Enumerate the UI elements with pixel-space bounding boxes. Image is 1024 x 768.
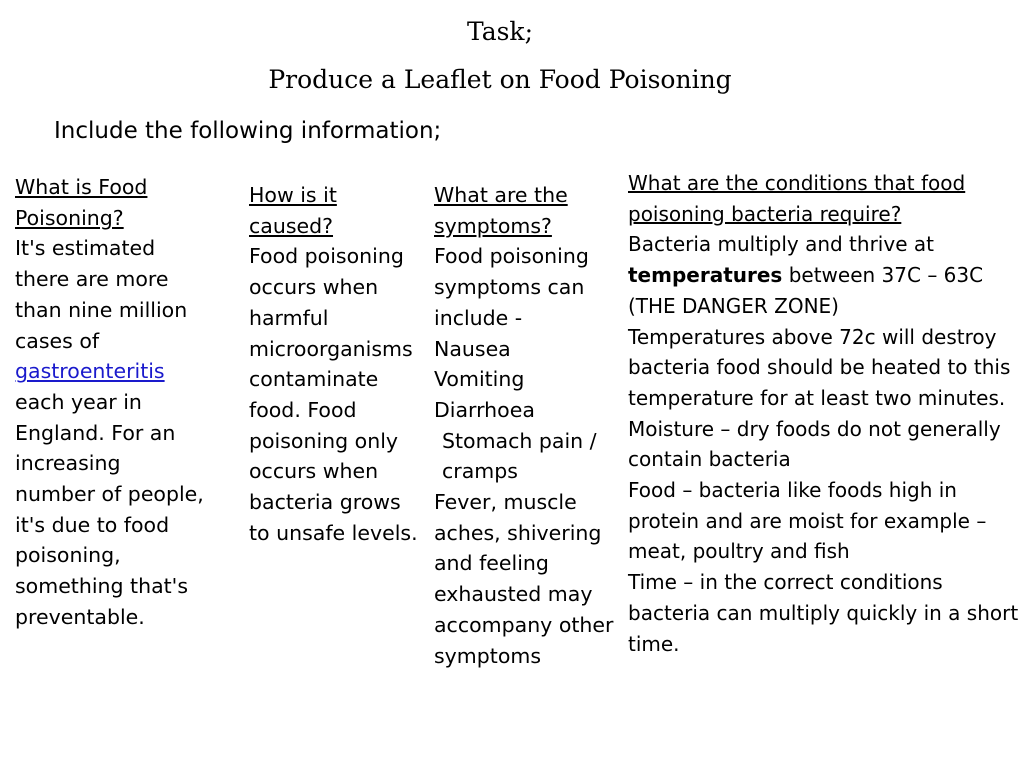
task-title: Task; — [466, 17, 534, 46]
conditions-temperature — [628, 260, 1020, 321]
conditions-food: Food – bacteria like foods high in protein and are moist for example – meat, poultry and fish — [628, 478, 987, 564]
what-is-text-before-link: It's estimated there are more than nine million cases of — [15, 236, 188, 353]
conditions-time: Time – in the correct conditions bacteria can multiply quickly in a short time. — [628, 570, 1019, 656]
what-is-body — [15, 233, 205, 632]
instructions-subtitle: Include the following information; — [54, 118, 442, 144]
symptoms-heading: What are the symptoms? — [434, 183, 568, 238]
symptom-item: Diarrhoea — [434, 397, 535, 422]
conditions-moisture: Moisture – dry foods do not generally contain bacteria — [628, 416, 1001, 472]
what-is-food-poisoning-column — [15, 172, 205, 633]
temperatures-bold: temperatures — [628, 263, 783, 288]
symptom-item: Nausea — [434, 336, 511, 361]
conditions-line2: Temperatures above 72c will destroy bacteria food should be heated to this temperature for at least two minutes. — [628, 324, 1011, 410]
temperature-range: between 37C – 63C (THE DANGER ZONE) — [628, 263, 984, 318]
symptoms-intro: Food poisoning symptoms can include - — [434, 244, 589, 330]
how-caused-heading: How is it caused? — [249, 183, 337, 238]
how-is-it-caused-column — [249, 180, 419, 548]
symptom-item: Stomach pain / cramps — [442, 428, 597, 484]
what-is-heading: What is Food Poisoning? — [15, 175, 148, 230]
how-caused-body: Food poisoning occurs when harmful microorganisms contaminate food. Food poisoning only occurs when bacteria grows to unsafe levels. — [249, 244, 418, 545]
conditions-column — [628, 168, 1020, 659]
what-is-text-after-link: each year in England. For an increasing number of people, it's due to food poisoning, something that's preventable. — [15, 389, 204, 629]
symptoms-column — [434, 180, 616, 671]
conditions-heading: What are the conditions that food poisoning bacteria require? — [628, 171, 966, 226]
symptom-item: Vomiting — [434, 367, 525, 392]
conditions-line1: Bacteria multiply and thrive at — [628, 232, 934, 257]
leaflet-title: Produce a Leaflet on Food Poisoning — [268, 65, 732, 94]
symptom-item: Fever, muscle aches, shivering and feeling exhausted may accompany other symptoms — [434, 490, 614, 668]
gastroenteritis-link[interactable]: gastroenteritis — [15, 359, 165, 384]
